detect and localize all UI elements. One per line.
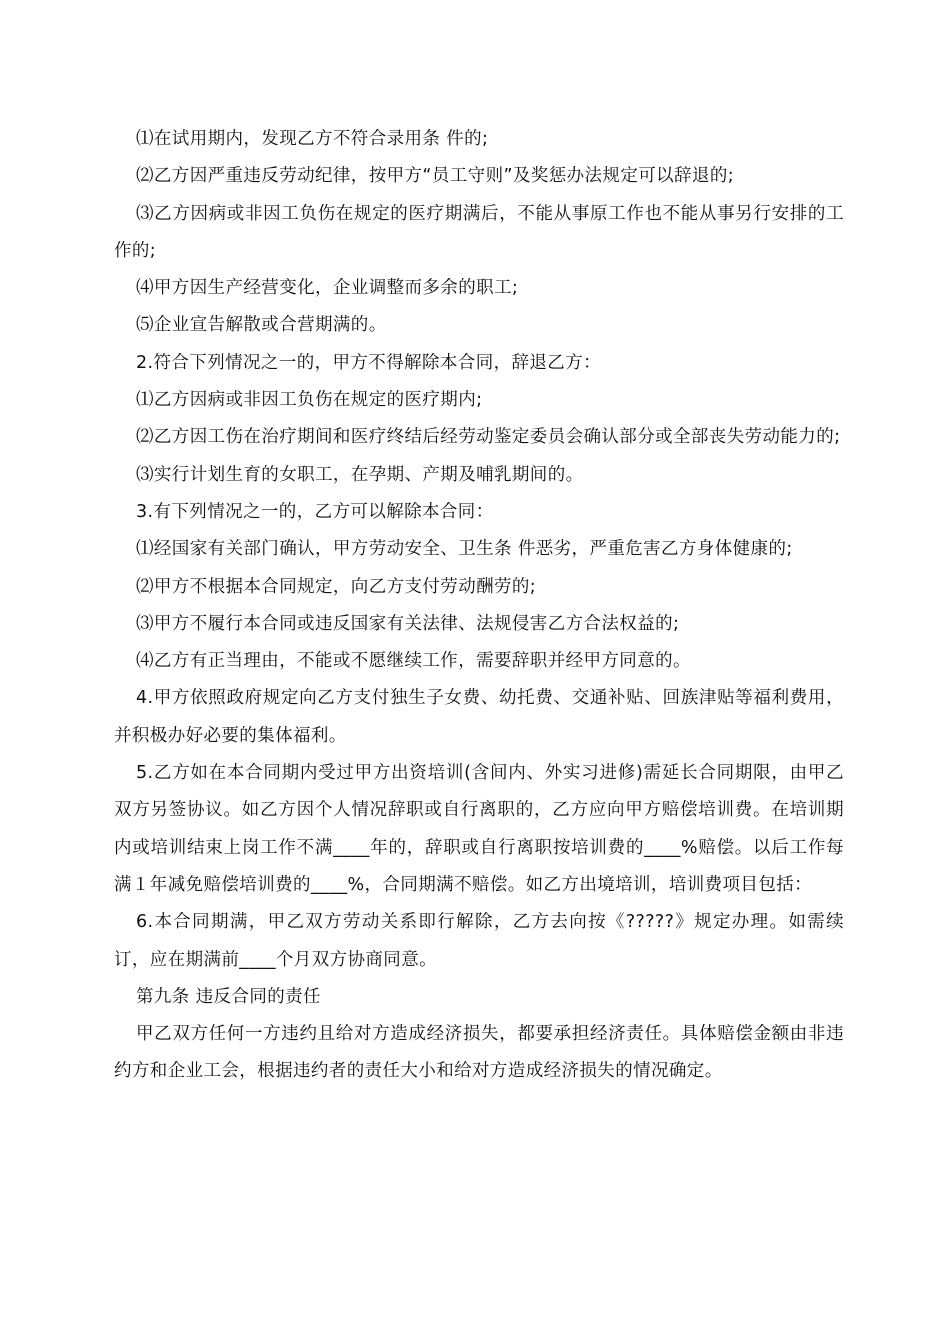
clause-heading: 3.有下列情况之一的，乙方可以解除本合同： [136,501,494,522]
clause-item: ⑴乙方因病或非因工负伤在规定的医疗期内; [136,390,483,411]
clause-item: ⑸企业宣告解散或合营期满的。 [136,315,387,336]
clause-item: ⑴在试用期内，发现乙方不符合录用条 件的; [136,129,489,149]
clause-item: ⑷甲方因生产经营变化，企业调整而多余的职工; [136,278,519,299]
clause-item: ⑶乙方因病或非因工负伤在规定的医疗期满后，不能从事原工作也不能从事另行安排的工作的; [114,203,844,261]
clause-paragraph: 6.本合同期满，甲乙双方劳动关系即行解除，乙方去向按《?????》规定办理。如需续订，应在期满前____个月双方协商同意。 [114,912,844,970]
clause-item: ⑵乙方因严重违反劳动纪律，按甲方“员工守则”及奖惩办法规定可以辞退的; [136,166,735,187]
clause-item: ⑶甲方不履行本合同或违反国家有关法律、法规侵害乙方合法权益的; [136,613,680,634]
clause-item: ⑷乙方有正当理由，不能或不愿继续工作，需要辞职并经甲方同意的。 [136,651,691,672]
clause-item: ⑵甲方不根据本合同规定，向乙方支付劳动酬劳的; [136,576,537,597]
clause-item: ⑵乙方因工伤在治疗期间和医疗终结后经劳动鉴定委员会确认部分或全部丧失劳动能力的; [136,427,841,448]
document-body [114,121,844,1091]
article-paragraph: 甲乙双方任何一方违约且给对方造成经济损失，都要承担经济责任。具体赔偿金额由非违约方和企业工会，根据违约者的责任大小和给对方造成经济损失的情况确定。 [114,1024,844,1082]
article-heading: 第九条 违反合同的责任 [136,986,321,1007]
clause-item: ⑶实行计划生育的女职工，在孕期、产期及哺乳期间的。 [136,464,584,485]
clause-heading: 2.符合下列情况之一的，甲方不得解除本合同，辞退乙方： [136,352,601,373]
clause-item: ⑴经国家有关部门确认，甲方劳动安全、卫生条 件恶劣，严重危害乙方身体健康的; [136,539,793,560]
clause-paragraph: 5.乙方如在本合同期内受过甲方出资培训(含间内、外实习进修)需延长合同期限，由甲乙双方另签协议。如乙方因个人情况辞职或自行离职的，乙方应向甲方赔偿培训费。在培训期内或培训结束上岗工作不满____年的，辞职或自行离职按培训费的____%赔偿。以后工作每满１年减免赔偿培训费的____%，合同期满不赔偿。如乙方出境培训，培训费项目包括： [114,763,844,895]
clause-paragraph: 4.甲方依照政府规定向乙方支付独生子女费、幼托费、交通补贴、回族津贴等福利费用，并积极办好必要的集体福利。 [114,688,844,746]
